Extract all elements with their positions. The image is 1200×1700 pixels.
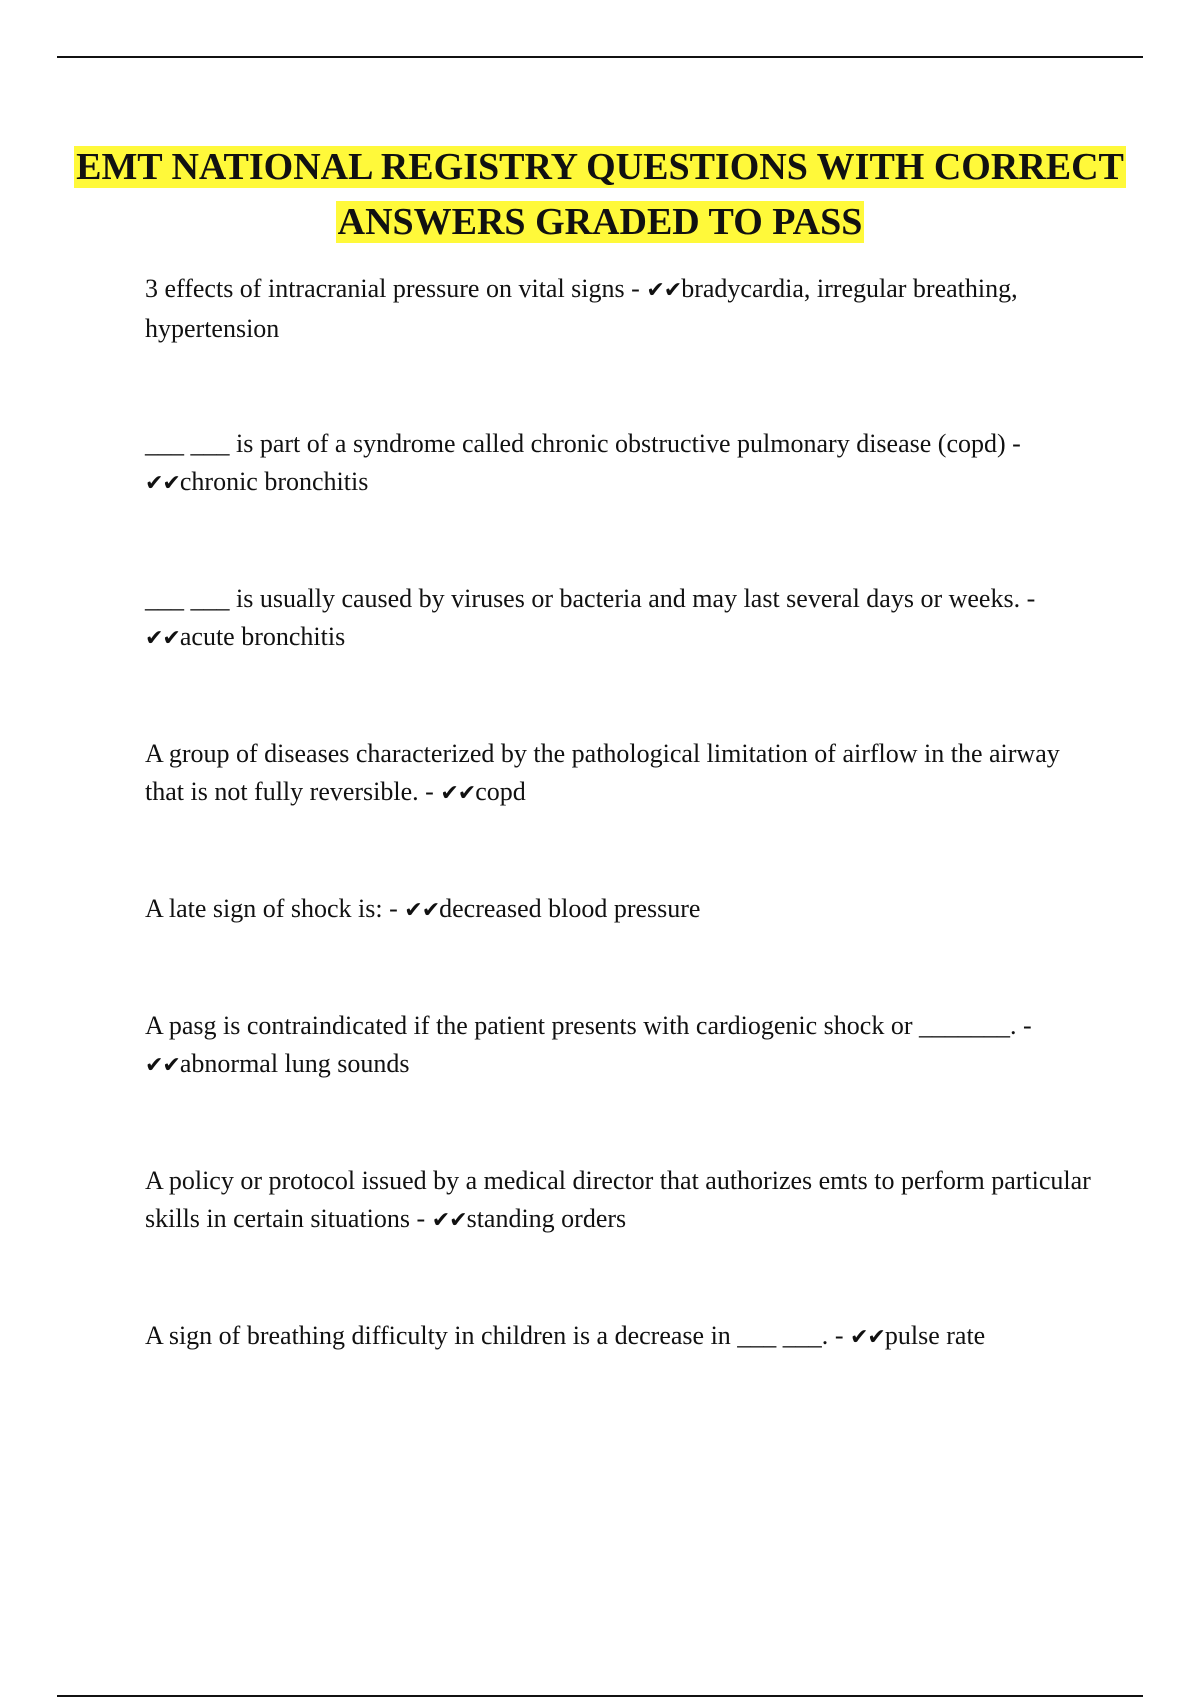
question-text: A group of diseases characterized by the pathological limitation of airflow in the airway that is not fully reversible. [145,739,1060,806]
answer-text: acute bronchitis [179,622,346,651]
question-text: A late sign of shock is: [145,894,383,923]
top-rule [57,56,1143,58]
separator: - [1016,1011,1032,1040]
double-check-icon: ✔✔ [646,278,682,303]
separator: - [624,274,647,303]
qa-item [145,580,1095,658]
qa-item [145,1317,1095,1357]
separator: - [1005,429,1021,458]
qa-item [145,1162,1095,1240]
separator: - [410,1204,432,1233]
qa-list [145,270,1095,1434]
answer-text: bradycardia, irregular breathing, hypertension [145,274,1018,343]
separator: - [418,777,441,806]
title-block [60,140,1140,250]
question-text: ___ ___ is usually caused by viruses or bacteria and may last several days or weeks. [145,584,1021,613]
question-text: ___ ___ is part of a syndrome called chronic obstructive pulmonary disease (copd) [145,429,1006,458]
answer-text: abnormal lung sounds [179,1049,410,1078]
answer-text: chronic bronchitis [179,467,369,496]
bottom-rule [57,1695,1143,1697]
double-check-icon: ✔✔ [404,898,440,923]
qa-item [145,270,1095,348]
double-check-icon: ✔✔ [145,1053,180,1078]
question-text: A pasg is contraindicated if the patient presents with cardiogenic shock or _______. [145,1011,1017,1040]
answer-text: pulse rate [884,1321,986,1350]
double-check-icon: ✔✔ [849,1325,885,1350]
answer-text: standing orders [466,1204,627,1233]
qa-item [145,735,1095,813]
question-text: A sign of breathing difficulty in children is a decrease in ___ ___. [145,1321,829,1350]
qa-item [145,1007,1095,1085]
document-title: EMT NATIONAL REGISTRY QUESTIONS WITH CORRECT ANSWERS GRADED TO PASS [76,146,1124,243]
double-check-icon: ✔✔ [431,1208,467,1233]
double-check-icon: ✔✔ [145,471,180,496]
separator: - [1020,584,1036,613]
answer-text: decreased blood pressure [439,894,701,923]
qa-item [145,425,1095,503]
qa-item [145,890,1095,930]
separator: - [828,1321,850,1350]
answer-text: copd [475,777,526,806]
double-check-icon: ✔✔ [440,781,476,806]
question-text: A policy or protocol issued by a medical director that authorizes emts to perform particular skills in certain situations [145,1166,1091,1233]
question-text: 3 effects of intracranial pressure on vital signs [145,274,625,303]
double-check-icon: ✔✔ [145,626,180,651]
separator: - [382,894,405,923]
